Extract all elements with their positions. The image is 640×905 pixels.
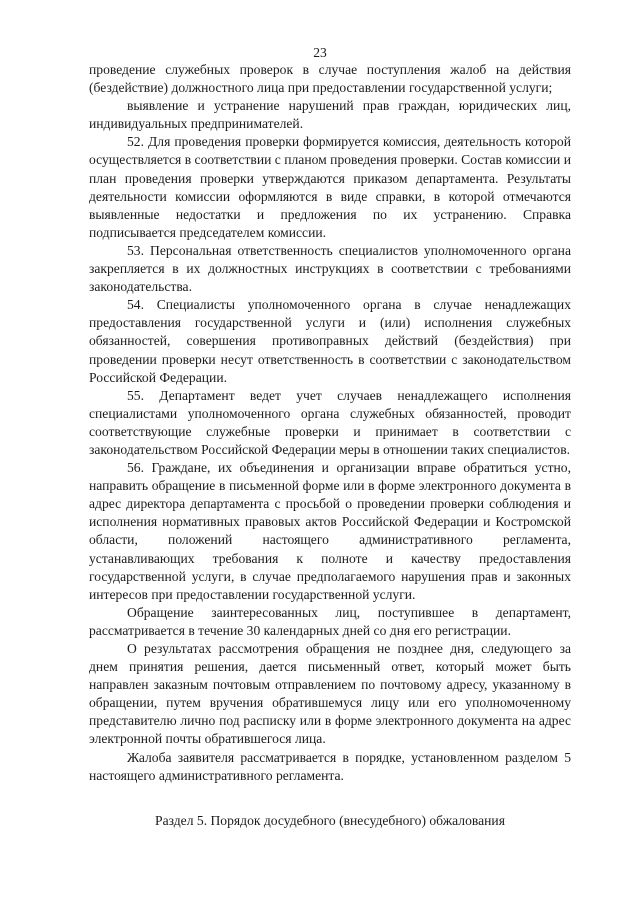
paragraph-complaint: Жалоба заявителя рассматривается в порядке, установленном разделом 5 настоящего административного регламента. — [89, 749, 571, 783]
section-heading: Раздел 5. Порядок досудебного (внесудебного) обжалования — [155, 813, 505, 828]
document-body — [89, 61, 571, 785]
paragraph-54-specialists: 54. Специалисты уполномоченного органа в случае ненадлежащих предоставления государственной услуги и (или) исполнения служебных обязанностей, совершения противоправных действий (бездействия) при проведении проверки несут ответственность в соответствии с законодательством Российской Федерации. — [89, 297, 571, 385]
paragraph-service-checks: проведение служебных проверок в случае поступления жалоб на действия (бездействие) должностного лица при предоставлении государственной услуги; — [89, 62, 571, 96]
paragraph-53-responsibility: 53. Персональная ответственность специалистов уполномоченного органа закрепляется в их должностных инструкциях в соответствии с требованиями законодательства. — [89, 242, 571, 295]
page-number: 23 — [313, 45, 327, 60]
paragraph-55-department: 55. Департамент ведет учет случаев ненадлежащего исполнения специалистами уполномоченного органа служебных обязанностей, проводит соответствующие служебные проверки и принимает в соответствии с законодательством Российской Федерации меры в отношении таких специалистов. — [89, 387, 571, 457]
paragraph-rights-violations: выявление и устранение нарушений прав граждан, юридических лиц, индивидуальных предпринимателей. — [89, 98, 571, 132]
paragraph-56-citizens: 56. Граждане, их объединения и организации вправе обратиться устно, направить обращение в письменной форме или в форме электронного документа в адрес директора департамента с просьбой о проведении проверки соблюдения и исполнения нормативных правовых актов Российской Федерации и Костромской области, положений настоящего административного регламента, устанавливающих требования к полноте и качеству предоставления государственной услуги, в случае предполагаемого нарушения прав и законных интересов при предоставлении государственной услуги. — [89, 460, 571, 602]
paragraph-52-commission: 52. Для проведения проверки формируется комиссия, деятельность которой осуществляется в соответствии с планом проведения проверки. Состав комиссии и план проведения проверки утверждаются приказом департамента. Результаты деятельности комиссии оформляются в виде справки, в которой отмечаются выявленные недостатки и предложения по их устранению. Справка подписывается председателем комиссии. — [89, 134, 571, 240]
paragraph-appeal-review: Обращение заинтересованных лиц, поступившее в департамент, рассматривается в течение 30 календарных дней со дня его регистрации. — [89, 604, 571, 638]
paragraph-results-response: О результатах рассмотрения обращения не позднее дня, следующего за днем принятия решения, дается письменный ответ, который может быть направлен заказным почтовым отправлением по почтовому адресу, указанному в обращении, путем вручения обратившемуся лицу или его уполномоченному представителю лично под расписку или в форме электронного документа на адрес электронной почты обратившегося лица. — [89, 641, 571, 747]
